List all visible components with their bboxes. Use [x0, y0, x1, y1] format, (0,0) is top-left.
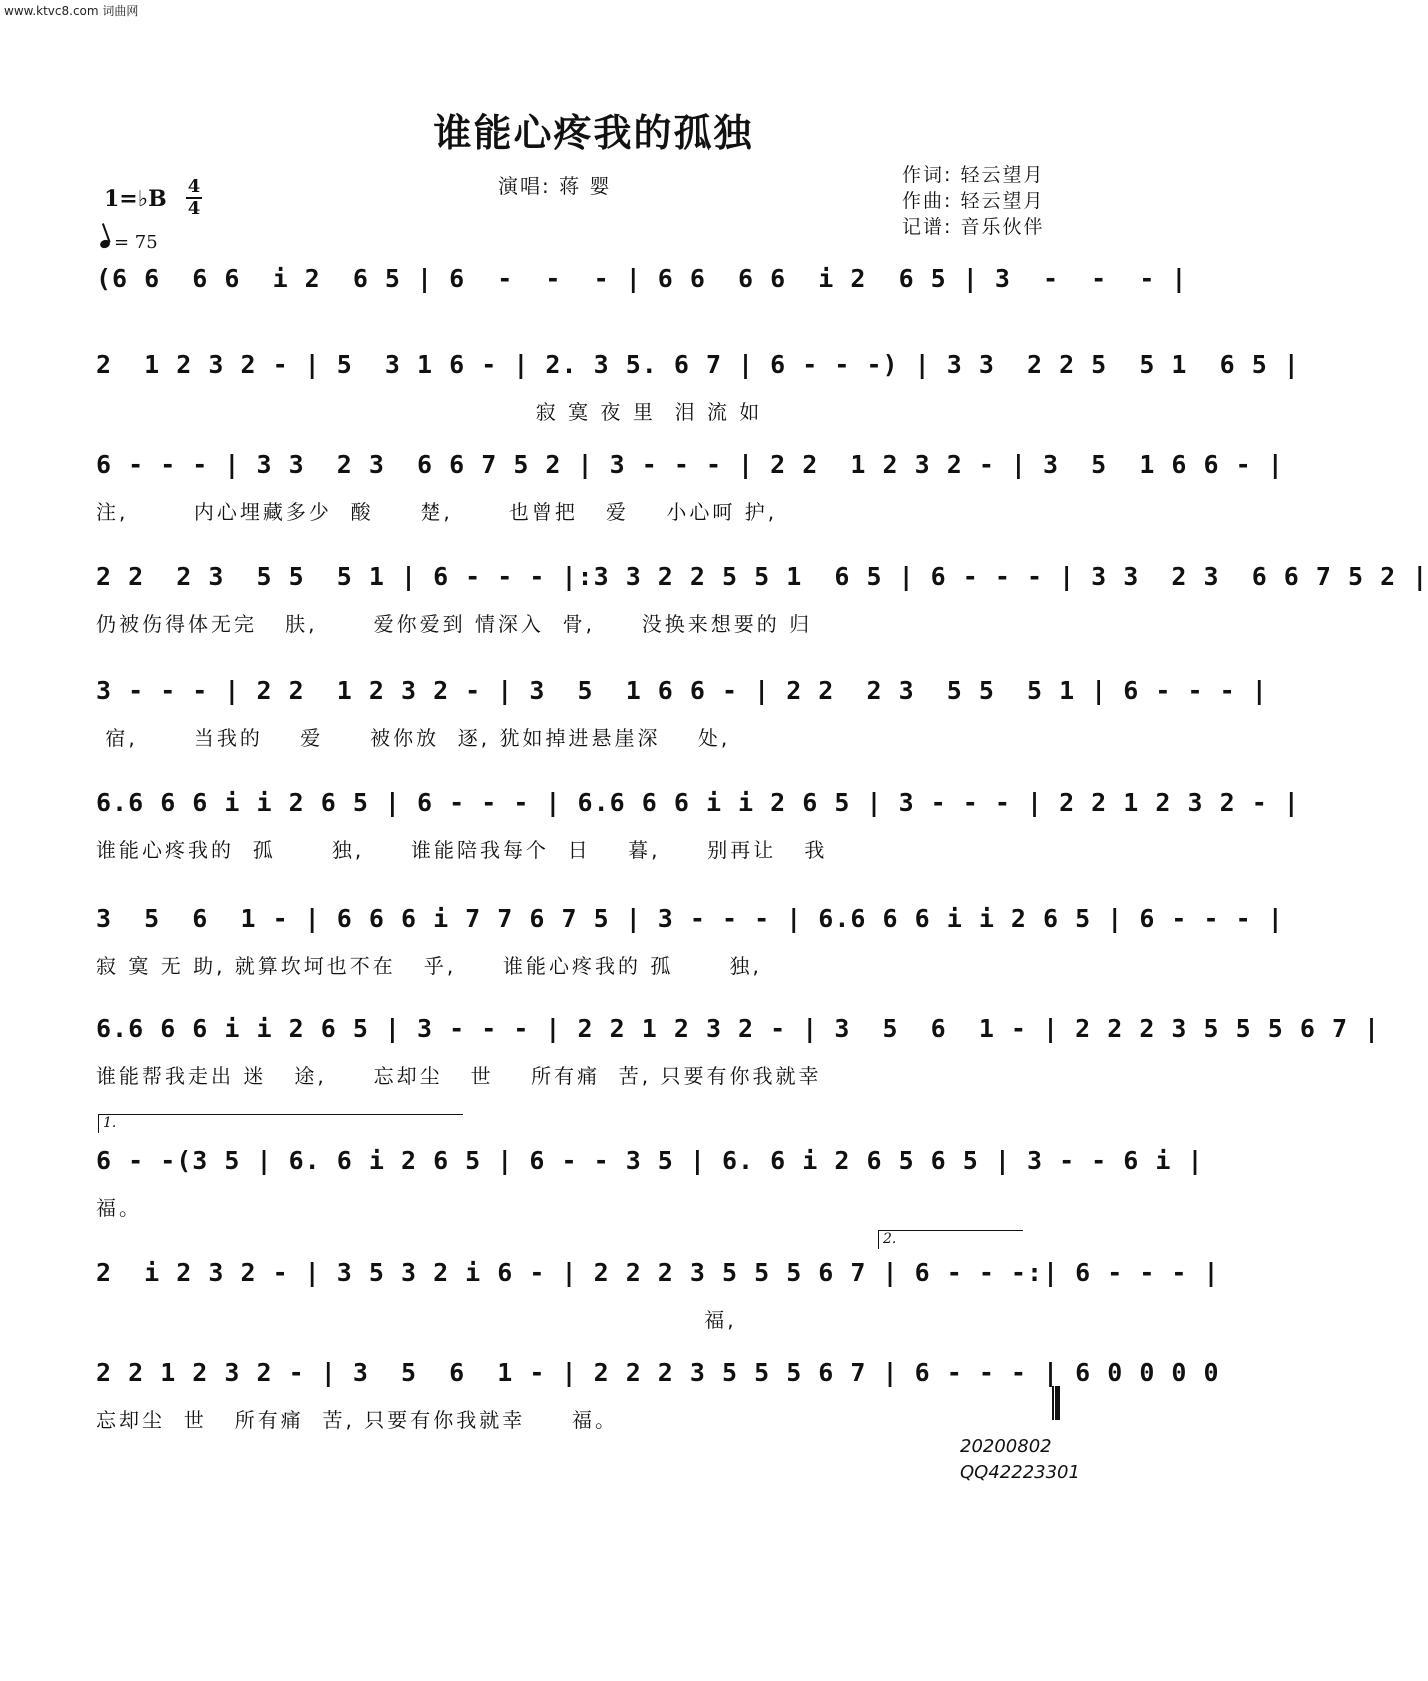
notation-line: 3 - - - | 2 2 1 2 3 2 - | 3 5 1 6 6 - | 2 2 2 3 5 5 5 1 | 6 - - - |: [96, 676, 1268, 705]
lyrics-line: 寂 寞 无 助, 就算坎坷也不在 乎, 谁能心疼我的 孤 独,: [96, 954, 762, 978]
notation-line: 2 i 2 3 2 - | 3 5 3 2 i 6 - | 2 2 2 3 5 5 5 6 7 | 6 - - -:| 6 - - - |: [96, 1258, 1220, 1287]
notation-line: (6 6 6 6 i 2 6 5 | 6 - - - | 6 6 6 6 i 2 6 5 | 3 - - - |: [96, 264, 1188, 293]
transcription-date: 20200802: [960, 1436, 1052, 1457]
tempo-value: = 75: [114, 232, 158, 253]
transcriber-credit: 记谱: 音乐伙伴: [902, 216, 1045, 238]
notation-line: 3 5 6 1 - | 6 6 6 i 7 7 6 7 5 | 3 - - - | 6.6 6 6 i i 2 6 5 | 6 - - - |: [96, 904, 1284, 933]
site-watermark: www.ktvc8.com 词曲网: [4, 4, 139, 18]
lyrics-line: 仍被伤得体无完 肤, 爱你爱到 情深入 骨, 没换来想要的 归: [96, 612, 813, 636]
notation-line: 6.6 6 6 i i 2 6 5 | 3 - - - | 2 2 1 2 3 2 - | 3 5 6 1 - | 2 2 2 3 5 5 5 6 7 |: [96, 1014, 1381, 1043]
lyrics-line: 谁能帮我走出 迷 途, 忘却尘 世 所有痛 苦, 只要有你我就幸: [96, 1064, 822, 1088]
singer-credit: 演唱: 蒋 婴: [498, 174, 612, 198]
transcriber-qq: QQ42223301: [960, 1462, 1080, 1483]
lyrics-line: 谁能心疼我的 孤 独, 谁能陪我每个 日 暮, 别再让 我: [96, 838, 828, 862]
tempo-marking: [100, 232, 158, 253]
meter-top: 4: [187, 176, 201, 197]
lyrics-line: 福,: [96, 1308, 737, 1332]
final-barline: [1052, 1386, 1060, 1420]
lyrics-line: 注, 内心埋藏多少 酸 楚, 也曾把 爱 小心呵 护,: [96, 500, 778, 524]
lyricist-credit: 作词: 轻云望月: [902, 164, 1045, 186]
quarter-note-icon: [99, 239, 111, 250]
lyrics-line: 忘却尘 世 所有痛 苦, 只要有你我就幸 福。: [96, 1408, 619, 1432]
composer-credit: 作曲: 轻云望月: [902, 190, 1045, 212]
notation-line: 2 1 2 3 2 - | 5 3 1 6 - | 2. 3 5. 6 7 | 6 - - -) | 3 3 2 2 5 5 1 6 5 |: [96, 350, 1300, 379]
volta-bracket-1: 1.: [98, 1114, 463, 1133]
lyrics-line: 宿, 当我的 爱 被你放 逐, 犹如掉进悬崖深 处,: [96, 726, 731, 750]
notation-line: 2 2 2 3 5 5 5 1 | 6 - - - |:3 3 2 2 5 5 1 6 5 | 6 - - - | 3 3 2 3 6 6 7 5 2 |: [96, 562, 1428, 591]
time-signature: [186, 178, 202, 218]
notation-line: 6 - -(3 5 | 6. 6 i 2 6 5 | 6 - - 3 5 | 6. 6 i 2 6 5 6 5 | 3 - - 6 i |: [96, 1146, 1204, 1175]
lyrics-line: 寂 寞 夜 里 泪 流 如: [96, 400, 763, 424]
notation-line: 6.6 6 6 i i 2 6 5 | 6 - - - | 6.6 6 6 i i 2 6 5 | 3 - - - | 2 2 1 2 3 2 - |: [96, 788, 1300, 817]
key-signature: 1=♭B: [104, 186, 167, 212]
song-title: 谁能心疼我的孤独: [433, 111, 754, 155]
meter-bottom: 4: [187, 198, 201, 219]
notation-line: 6 - - - | 3 3 2 3 6 6 7 5 2 | 3 - - - | 2 2 1 2 3 2 - | 3 5 1 6 6 - |: [96, 450, 1284, 479]
volta-bracket-2: 2.: [878, 1230, 1023, 1249]
lyrics-line: 福。: [96, 1196, 142, 1220]
notation-line: 2 2 1 2 3 2 - | 3 5 6 1 - | 2 2 2 3 5 5 5 6 7 | 6 - - - | 6 0 0 0 0: [96, 1358, 1220, 1387]
